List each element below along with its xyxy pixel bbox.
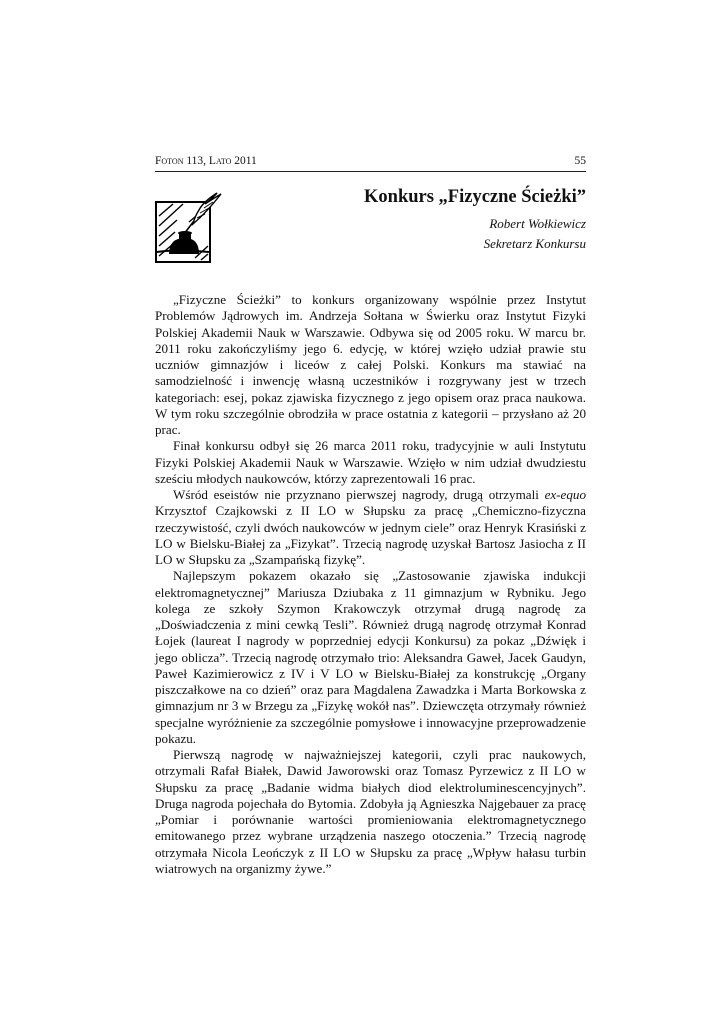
text-run: Krzysztof Czajkowski z II LO w Słupsku za pracę „Chemiczno-fizyczna rzeczywistość, czyli dwóch naukowców w jednym ciele” oraz Henryk Krasiński z LO w Bielsku-Białej za „Fizykat”. Trzecią nagrodę uzyskał Bartosz Jasiocha z II LO w Słupsku za „Szampańską fizykę”. [155, 503, 586, 567]
text-run: Finał konkursu odbył się 26 marca 2011 roku, tradycyjnie w auli Instytutu Fizyki Polskiej Akademii Nauk w Warszawie. Wzięło w nim udział dwudziestu sześciu młodych naukowców, którzy zaprezentowali 16 prac. [155, 438, 586, 486]
body-paragraph [155, 568, 586, 747]
article-author: Robert Wołkiewicz [489, 216, 586, 231]
page-number: 55 [574, 155, 586, 167]
body-paragraph [155, 747, 586, 877]
running-header [155, 155, 586, 167]
text-run: Pierwszą nagrodę w najważniejszej kategorii, czyli prac naukowych, otrzymali Rafał Białek, Dawid Jaworowski oraz Tomasz Pyrzewicz z II LO w Słupsku za pracę „Badanie widma białych diod elektroluminescencyjnych”. Druga nagroda pojechała do Bytomia. Zdobyła ją Agnieszka Najgebauer za pracę „Pomiar i porównanie wartości promieniowania elektromagnetycznego emitowanego przez wybrane urządzenia naszego otoczenia.” Trzecią nagrodę otrzymała Nicola Leończyk z II LO w Słupsku za pracę „Wpływ hałasu turbin wiatrowych na organizmy żywe.” [155, 747, 586, 876]
body-paragraph [155, 438, 586, 487]
journal-issue: Foton 113, Lato 2011 [155, 155, 257, 167]
text-run: „Fizyczne Ścieżki” to konkurs organizowany wspólnie przez Instytut Problemów Jądrowych im. Andrzeja Sołtana w Świerku oraz Instytut Fizyki Polskiej Akademii Nauk w Warszawie. Odbywa się od 2005 roku. W marcu br. 2011 roku zakończyliśmy jego 6. edycję, w której wzięło udział prawie stu uczniów gimnazjów i liceów z całej Polski. Konkurs ma stawiać na samodzielność i inwencję własną uczestników i rozgrywany jest w trzech kategoriach: esej, pokaz zjawiska fizycznego z jego opisem oraz praca naukowa. W tym roku szczególnie obrodziła w prace ostatnia z kategorii – przysłano aż 20 prac. [155, 292, 586, 437]
article-title: Konkurs „Fizyczne Ścieżki” [364, 187, 586, 207]
article-body [155, 292, 586, 877]
body-paragraph [155, 487, 586, 568]
body-paragraph [155, 292, 586, 438]
text-run: Wśród eseistów nie przyznano pierwszej nagrody, drugą otrzymali [173, 487, 545, 502]
italic-phrase: ex-equo [544, 487, 586, 502]
inkwell-quill-icon [155, 192, 225, 264]
text-run: Najlepszym pokazem okazało się „Zastosowanie zjawiska indukcji elektromagnetycznej” Mariusza Dziubaka z 11 gimnazjum w Rybniku. Jego kolega ze szkoły Szymon Krakowczyk otrzymał drugą nagrodę za „Doświadczenia z mini cewką Tesli”. Również drugą nagrodę otrzymał Konrad Łojek (laureat I nagrody w poprzedniej edycji Konkursu) za pokaz „Dźwięk i jego oblicza”. Trzecią nagrodę otrzymało trio: Aleksandra Gaweł, Jacek Gaudyn, Paweł Kazimierowicz z IV i V LO w Bielsku-Białej za konstrukcję „Organy piszczałkowe na co dzień” oraz para Magdalena Zawadzka i Marta Borkowska z gimnazjum nr 3 w Brzegu za „Fizykę wokół nas”. Dziewczęta otrzymały również specjalne wyróżnienie za szczególnie pomysłowe i innowacyjne przeprowadzenie pokazu. [155, 568, 586, 746]
header-rule [155, 171, 586, 172]
author-role: Sekretarz Konkursu [483, 236, 586, 251]
